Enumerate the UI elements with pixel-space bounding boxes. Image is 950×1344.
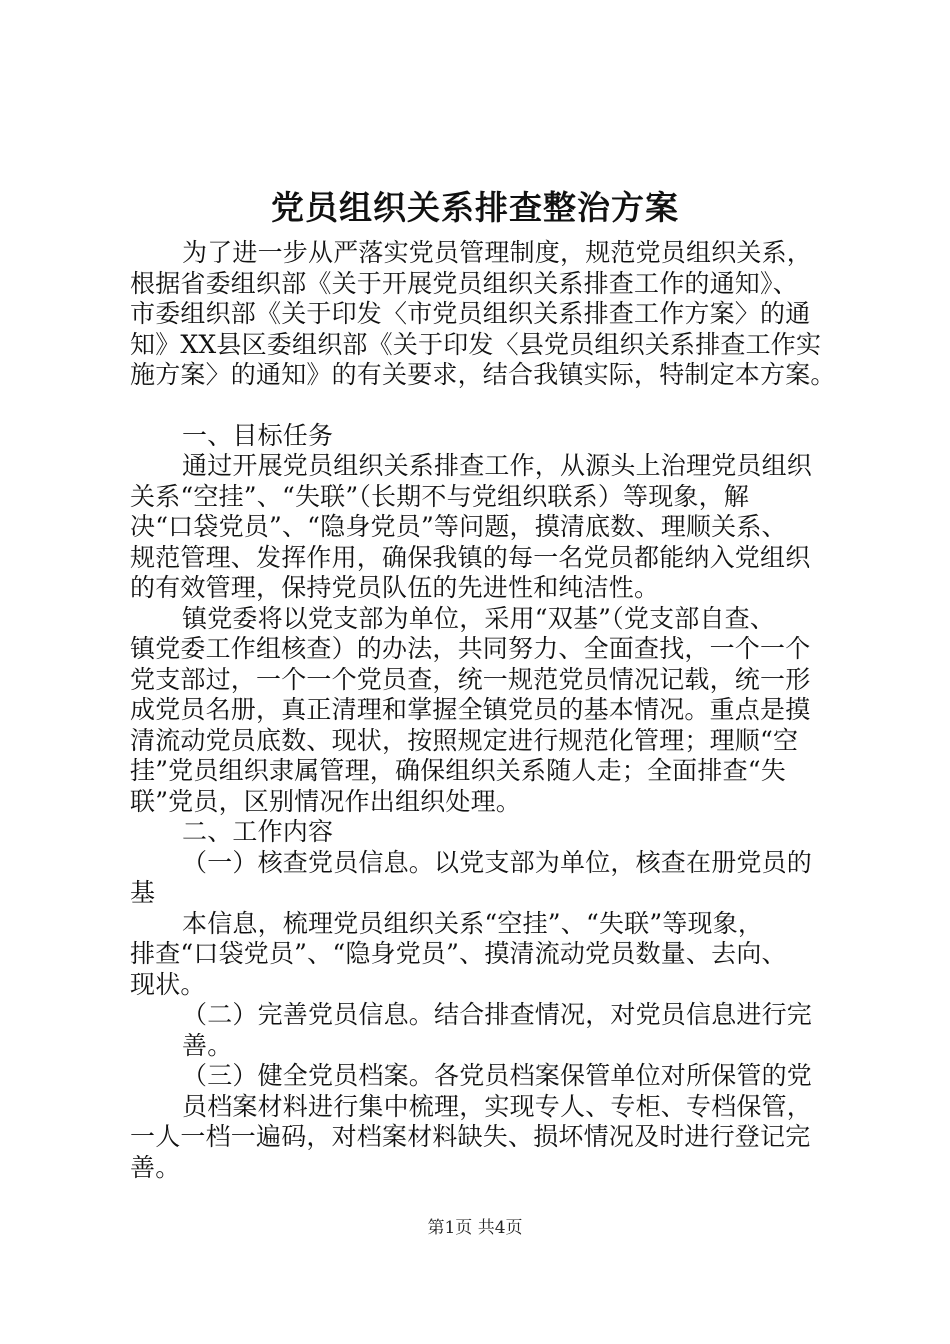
text-line: 镇党委工作组核查）的办法，共同努力、全面查找，一个一个 — [130, 634, 811, 663]
page-footer: 第1页 共4页 — [427, 1218, 523, 1238]
text-line: 通过开展党员组织关系排查工作，从源头上治理党员组织 — [182, 451, 813, 480]
text-line: 的有效管理，保持党员队伍的先进性和纯洁性。 — [130, 573, 660, 602]
text-line: 本信息，梳理党员组织关系“空挂”、“失联”等现象， — [182, 908, 764, 938]
document-body — [130, 238, 840, 1183]
text-line: 为了进一步从严落实党员管理制度，规范党员组织关系， — [182, 238, 813, 267]
text-line: 基 — [130, 878, 156, 907]
text-line: 市委组织部《关于印发〈市党员组织关系排查工作方案〉的通 — [130, 299, 811, 328]
text-line: 关系“空挂”、“失联”（长期不与党组织联系）等现象，解 — [130, 481, 750, 511]
text-line: 一、目标任务 — [182, 420, 334, 450]
text-line: 党支部过，一个一个党员查，统一规范党员情况记载，统一形 — [130, 664, 811, 694]
text-line: 施方案〉的通知》的有关要求，结合我镇实际，特制定本方案。 — [130, 360, 836, 389]
text-line: 规范管理、发挥作用，确保我镇的每一名党员都能纳入党组织 — [130, 542, 811, 572]
text-line: 镇党委将以党支部为单位，采用“双基”（党支部自查、 — [182, 603, 776, 633]
text-line: 成党员名册，真正清理和掌握全镇党员的基本情况。重点是摸 — [130, 695, 811, 724]
text-line: 善。 — [130, 1152, 181, 1182]
text-line: （二）完善党员信息。结合排查情况，对党员信息进行完 — [182, 1000, 813, 1029]
text-line: （一）核查党员信息。以党支部为单位，核查在册党员的 — [182, 847, 813, 877]
text-line: 知》XX县区委组织部《关于印发〈县党员组织关系排查工作实 — [130, 329, 822, 359]
text-line: 清流动党员底数、现状，按照规定进行规范化管理；理顺“空 — [130, 725, 799, 755]
document-title: 党员组织关系排查整治方案 — [271, 188, 679, 227]
text-line: 决“口袋党员”、“隐身党员”等问题，摸清底数、理顺关系、 — [130, 512, 787, 541]
text-line: 联”党员，区别情况作出组织处理。 — [130, 786, 521, 816]
paragraph-gap — [130, 391, 840, 421]
text-line: 善。 — [182, 1030, 233, 1060]
text-line: 挂”党员组织隶属管理，确保组织关系随人走；全面排查“失 — [130, 756, 786, 785]
text-line: 一人一档一遍码，对档案材料缺失、损坏情况及时进行登记完 — [130, 1122, 811, 1151]
text-line: 根据省委组织部《关于开展党员组织关系排查工作的通知》、 — [130, 268, 798, 298]
text-line: 二、工作内容 — [182, 817, 334, 846]
text-line: 员档案材料进行集中梳理，实现专人、专柜、专档保管， — [182, 1091, 813, 1121]
text-line: （三）健全党员档案。各党员档案保管单位对所保管的党 — [182, 1061, 813, 1090]
text-line: 排查“口袋党员”、“隐身党员”、摸清流动党员数量、去向、 — [130, 939, 787, 968]
text-line: 现状。 — [130, 969, 206, 999]
